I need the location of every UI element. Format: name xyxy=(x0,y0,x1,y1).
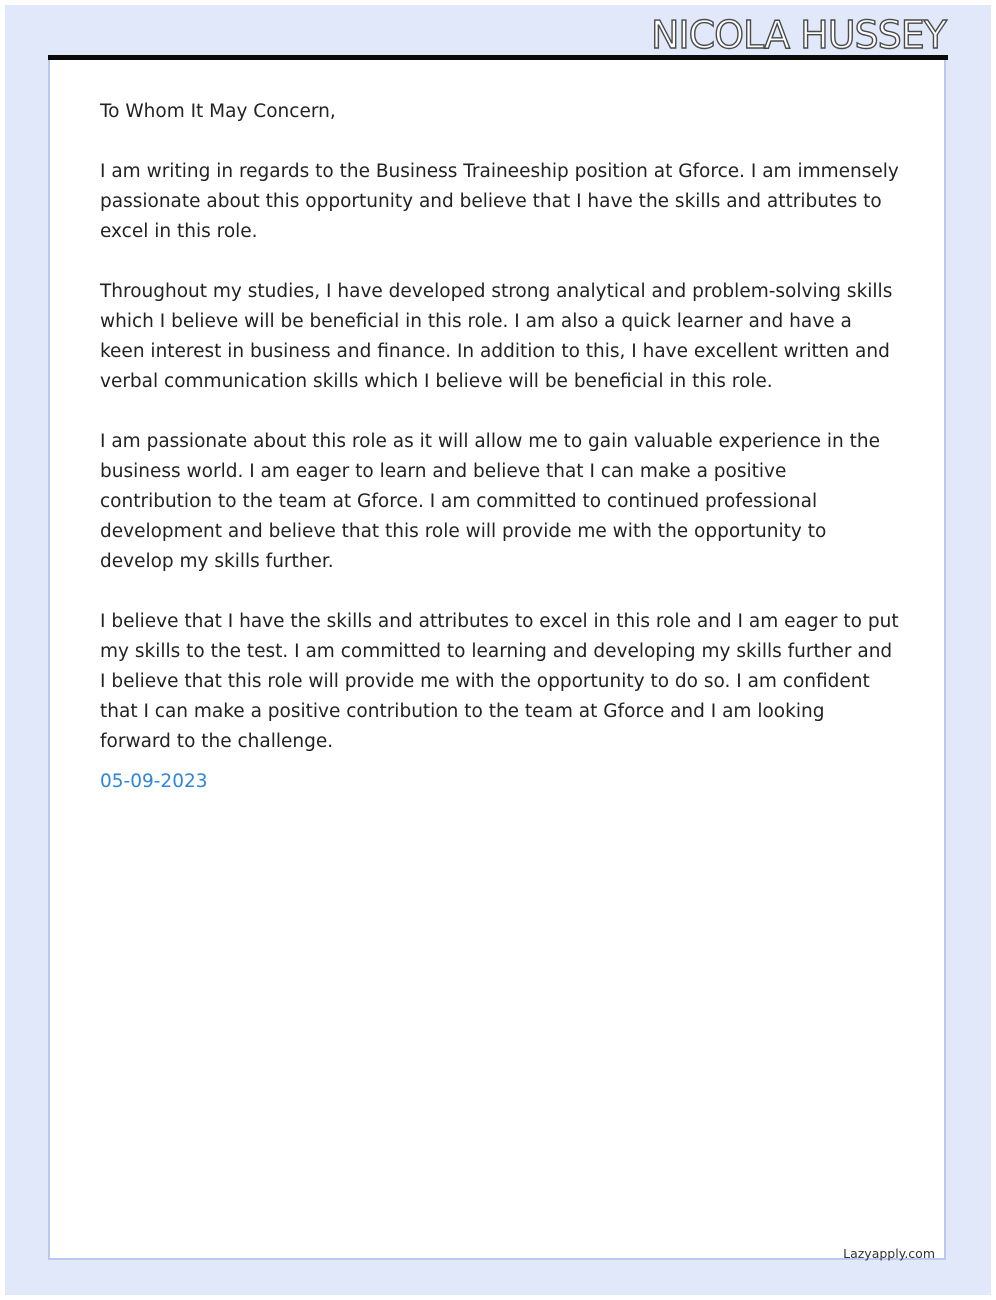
paragraph-closing: I believe that I have the skills and attributes to excel in this role and I am eager to put my skills to the test. I am committed to learning and developing my skills further and I believe that this role will provide me with the opportunity to do so. I am confident that I can make a positive contribution to the team at Gforce and I am looking forward to the challenge. xyxy=(100,611,899,752)
footer-watermark: Lazyapply.com xyxy=(843,1246,935,1261)
salutation: To Whom It May Concern, xyxy=(100,101,336,122)
letter-body xyxy=(100,97,900,827)
letter-date: 05-09-2023 xyxy=(100,771,208,792)
paragraph-motivation: I am passionate about this role as it will allow me to gain valuable experience in the business world. I am eager to learn and believe that I can make a positive contribution to the team at Gforce. I am committed to continued professional development and believe that this role will provide me with the opportunity to develop my skills further. xyxy=(100,431,881,572)
applicant-name: NICOLA HUSSEY xyxy=(650,13,946,57)
paragraph-intro: I am writing in regards to the Business Traineeship position at Gforce. I am immensely passionate about this opportunity and believe that I have the skills and attributes to excel in this role. xyxy=(100,161,899,242)
paragraph-skills: Throughout my studies, I have developed strong analytical and problem-solving skills which I believe will be beneficial in this role. I am also a quick learner and have a keen interest in business and finance. In addition to this, I have excellent written and verbal communication skills which I believe will be beneficial in this role. xyxy=(100,281,893,392)
